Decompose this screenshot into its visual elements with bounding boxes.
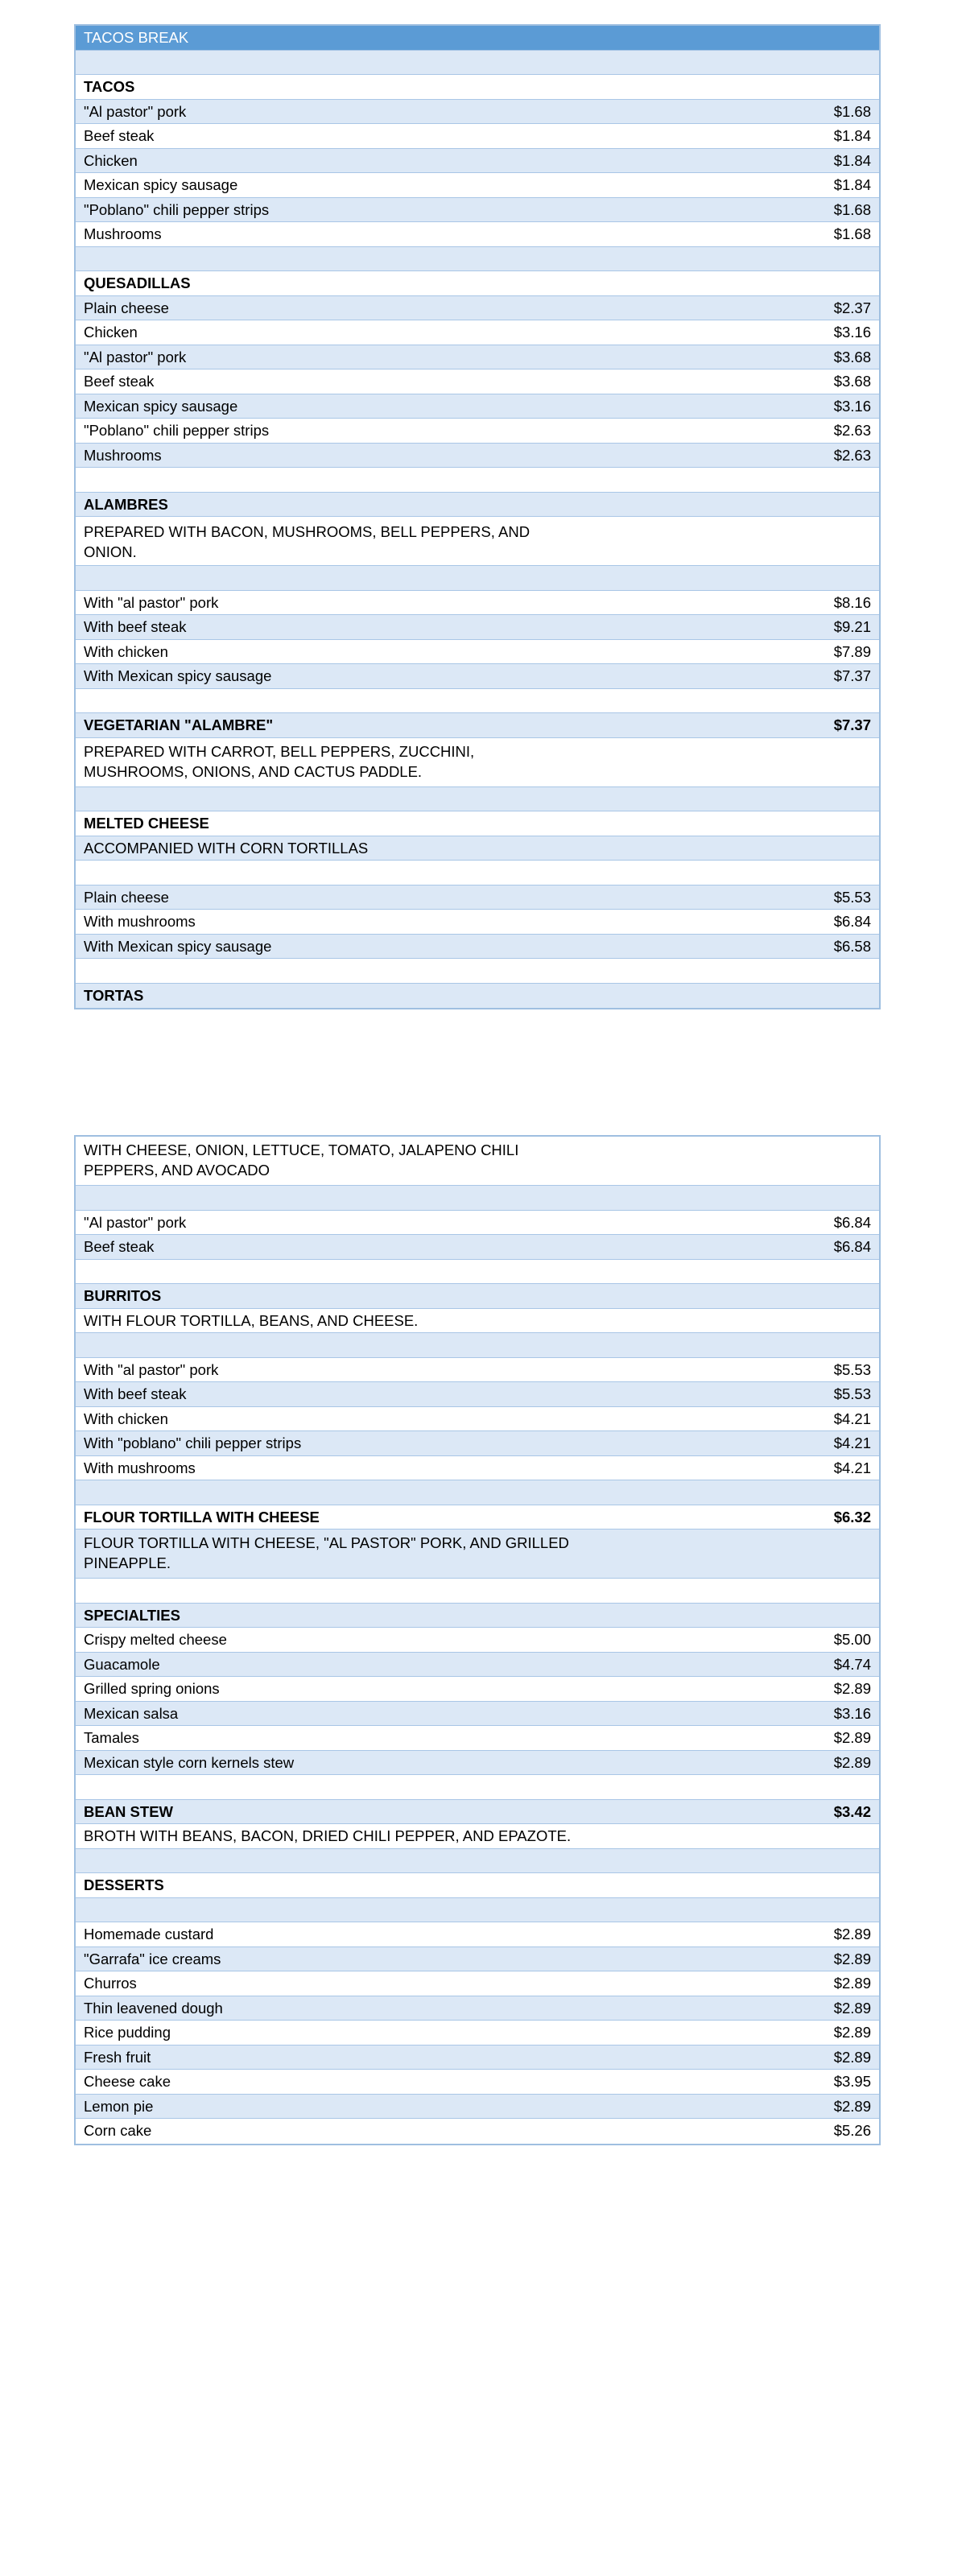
item-name: "Garrafa" ice creams — [84, 1950, 221, 1967]
item-price: $2.89 — [833, 2097, 871, 2115]
section-heading-desserts — [76, 1873, 879, 1898]
blank-row — [76, 1775, 879, 1800]
item-price: $4.74 — [833, 1655, 871, 1673]
section-title: QUESADILLAS — [84, 275, 191, 291]
item-price: $2.89 — [833, 1729, 871, 1746]
item-price: $2.89 — [833, 1950, 871, 1967]
item-price: $2.89 — [833, 1753, 871, 1771]
item-price: $2.89 — [833, 1975, 871, 1992]
section-heading-vegetarian-alambre — [76, 713, 879, 738]
section-description: FLOUR TORTILLA WITH CHEESE, "AL PASTOR" PORK, AND GRILLED PINEAPPLE. — [84, 1534, 569, 1571]
section-description-row — [76, 1530, 879, 1579]
blank-row — [76, 1186, 879, 1211]
menu-item-row — [76, 444, 879, 469]
menu-item-row — [76, 1947, 879, 1972]
item-name: Mexican spicy sausage — [84, 176, 238, 193]
menu-item-row — [76, 1653, 879, 1678]
blank-row — [76, 1333, 879, 1358]
item-name: Plain cheese — [84, 299, 169, 316]
item-name: Corn cake — [84, 2122, 152, 2139]
item-name: Mexican style corn kernels stew — [84, 1753, 295, 1771]
item-name: With beef steak — [84, 1385, 187, 1402]
section-title: FLOUR TORTILLA WITH CHEESE — [84, 1508, 320, 1525]
item-price: $1.68 — [833, 225, 871, 242]
item-name: With chicken — [84, 642, 168, 660]
menu-item-row — [76, 124, 879, 149]
item-name: Grilled spring onions — [84, 1680, 220, 1697]
item-price: $3.16 — [833, 397, 871, 415]
item-name: Rice pudding — [84, 2024, 171, 2041]
menu-item-row — [76, 640, 879, 665]
blank-row — [76, 566, 879, 591]
item-name: Mushrooms — [84, 446, 162, 464]
blank-row — [76, 1480, 879, 1505]
menu-item-row — [76, 1726, 879, 1751]
menu-item-row — [76, 222, 879, 247]
section-description: WITH CHEESE, ONION, LETTUCE, TOMATO, JALAPENO CHILI PEPPERS, AND AVOCADO — [84, 1141, 519, 1179]
item-name: Fresh fruit — [84, 2048, 151, 2066]
menu-item-row — [76, 1431, 879, 1456]
section-description: PREPARED WITH BACON, MUSHROOMS, BELL PEPPERS, AND ONION. — [84, 523, 530, 560]
item-price: $1.84 — [833, 151, 871, 169]
item-name: Cheese cake — [84, 2073, 171, 2090]
item-name: With Mexican spicy sausage — [84, 937, 272, 955]
menu-title-row — [76, 26, 879, 51]
item-name: Beef steak — [84, 1238, 155, 1255]
menu-item-row — [76, 149, 879, 174]
item-name: With mushrooms — [84, 1459, 196, 1476]
section-heading-bean-stew — [76, 1800, 879, 1825]
section-heading-specialties — [76, 1604, 879, 1629]
item-name: Beef steak — [84, 373, 155, 390]
menu-item-row — [76, 296, 879, 321]
item-price: $6.58 — [833, 937, 871, 955]
section-heading-melted-cheese — [76, 811, 879, 836]
item-name: "Poblano" chili pepper strips — [84, 200, 270, 218]
section-description: BROTH WITH BEANS, BACON, DRIED CHILI PEPPER, AND EPAZOTE. — [84, 1827, 572, 1844]
menu-item-row — [76, 1358, 879, 1383]
item-price: $2.89 — [833, 2024, 871, 2041]
section-price: $3.42 — [833, 1802, 871, 1820]
menu-item-row — [76, 935, 879, 960]
item-price: $5.26 — [833, 2122, 871, 2139]
section-title: DESSERTS — [84, 1876, 164, 1893]
menu-item-row — [76, 1235, 879, 1260]
section-description: PREPARED WITH CARROT, BELL PEPPERS, ZUCCHINI, MUSHROOMS, ONIONS, AND CACTUS PADDLE. — [84, 742, 475, 780]
item-price: $6.84 — [833, 1213, 871, 1231]
blank-row — [76, 861, 879, 886]
item-price: $9.21 — [833, 618, 871, 635]
blank-row — [76, 1849, 879, 1874]
item-price: $7.89 — [833, 642, 871, 660]
menu-item-row — [76, 1702, 879, 1727]
section-heading-tacos — [76, 75, 879, 100]
section-description: WITH FLOUR TORTILLA, BEANS, AND CHEESE. — [84, 1311, 419, 1329]
item-price: $6.84 — [833, 1238, 871, 1255]
menu-item-row — [76, 1677, 879, 1702]
item-price: $2.89 — [833, 2048, 871, 2066]
item-name: Chicken — [84, 324, 138, 341]
item-price: $1.68 — [833, 200, 871, 218]
section-description-row — [76, 836, 879, 861]
blank-row — [76, 1260, 879, 1285]
menu-item-row — [76, 2046, 879, 2070]
item-name: With mushrooms — [84, 913, 196, 930]
item-price: $7.37 — [833, 667, 871, 684]
menu-item-row — [76, 1211, 879, 1236]
item-price: $5.00 — [833, 1631, 871, 1648]
menu-item-row — [76, 2095, 879, 2120]
section-price: $6.32 — [833, 1508, 871, 1525]
section-description-row — [76, 1137, 879, 1186]
item-name: With "al pastor" pork — [84, 593, 219, 611]
section-title: TACOS — [84, 78, 135, 95]
menu-title: TACOS BREAK — [84, 29, 189, 46]
item-price: $1.84 — [833, 127, 871, 144]
section-description-row — [76, 1309, 879, 1334]
menu-item-row — [76, 910, 879, 935]
item-name: Crispy melted cheese — [84, 1631, 227, 1648]
item-name: Churros — [84, 1975, 137, 1992]
menu-item-row — [76, 369, 879, 394]
menu-item-row — [76, 100, 879, 125]
section-title: BEAN STEW — [84, 1802, 173, 1820]
item-name: Thin leavened dough — [84, 1999, 223, 2017]
item-name: With chicken — [84, 1410, 168, 1427]
item-price: $4.21 — [833, 1410, 871, 1427]
section-heading-quesadillas — [76, 271, 879, 296]
menu-item-row — [76, 198, 879, 223]
item-price: $2.89 — [833, 1680, 871, 1697]
menu-item-row — [76, 591, 879, 616]
item-price: $2.89 — [833, 1999, 871, 2017]
menu-item-row — [76, 664, 879, 689]
menu-item-row — [76, 2119, 879, 2144]
item-name: Chicken — [84, 151, 138, 169]
item-price: $3.95 — [833, 2073, 871, 2090]
menu-item-row — [76, 394, 879, 419]
menu-table-page-2 — [74, 1135, 881, 2145]
item-name: Lemon pie — [84, 2097, 154, 2115]
menu-item-row — [76, 1407, 879, 1432]
item-price: $2.63 — [833, 422, 871, 439]
item-price: $5.53 — [833, 1360, 871, 1378]
section-title: TORTAS — [84, 986, 144, 1004]
item-name: Plain cheese — [84, 888, 169, 906]
item-price: $3.16 — [833, 1704, 871, 1722]
menu-item-row — [76, 345, 879, 370]
section-title: SPECIALTIES — [84, 1606, 180, 1624]
item-name: Beef steak — [84, 127, 155, 144]
item-price: $5.53 — [833, 888, 871, 906]
section-description-row — [76, 1824, 879, 1849]
menu-item-row — [76, 1456, 879, 1481]
menu-table-page-1 — [74, 24, 881, 1009]
item-name: Homemade custard — [84, 1926, 214, 1942]
item-price: $2.63 — [833, 446, 871, 464]
blank-row — [76, 468, 879, 493]
menu-item-row — [76, 419, 879, 444]
item-name: With Mexican spicy sausage — [84, 667, 272, 684]
item-name: With "poblano" chili pepper strips — [84, 1435, 302, 1451]
section-title: BURRITOS — [84, 1287, 162, 1304]
item-price: $1.68 — [833, 102, 871, 120]
item-name: "Poblano" chili pepper strips — [84, 422, 270, 439]
section-description: ACCOMPANIED WITH CORN TORTILLAS — [84, 839, 369, 857]
item-name: "Al pastor" pork — [84, 102, 187, 120]
item-price: $2.89 — [833, 1926, 871, 1942]
menu-item-row — [76, 615, 879, 640]
section-title: MELTED CHEESE — [84, 815, 209, 832]
blank-row — [76, 51, 879, 76]
menu-item-row — [76, 886, 879, 910]
item-price: $8.16 — [833, 593, 871, 611]
section-title: VEGETARIAN "ALAMBRE" — [84, 716, 274, 733]
blank-row — [76, 1579, 879, 1604]
section-price: $7.37 — [833, 716, 871, 733]
blank-row — [76, 1898, 879, 1923]
item-name: Guacamole — [84, 1655, 160, 1673]
section-title: ALAMBRES — [84, 495, 168, 513]
menu-item-row — [76, 1751, 879, 1776]
item-price: $3.68 — [833, 348, 871, 365]
item-name: With "al pastor" pork — [84, 1360, 219, 1378]
menu-item-row — [76, 2070, 879, 2095]
blank-row — [76, 787, 879, 812]
item-price: $4.21 — [833, 1459, 871, 1476]
menu-item-row — [76, 320, 879, 345]
section-description-row — [76, 738, 879, 787]
item-name: Mushrooms — [84, 225, 162, 242]
item-name: "Al pastor" pork — [84, 1213, 187, 1231]
item-name: Mexican salsa — [84, 1704, 179, 1722]
menu-item-row — [76, 2021, 879, 2046]
blank-row — [76, 959, 879, 984]
menu-item-row — [76, 1971, 879, 1996]
item-price: $1.84 — [833, 176, 871, 193]
item-name: Tamales — [84, 1729, 139, 1746]
section-heading-burritos — [76, 1284, 879, 1309]
blank-row — [76, 247, 879, 272]
item-price: $4.21 — [833, 1435, 871, 1451]
menu-item-row — [76, 173, 879, 198]
item-price: $5.53 — [833, 1385, 871, 1402]
section-heading-tortas — [76, 984, 879, 1009]
section-heading-alambres — [76, 493, 879, 518]
item-price: $3.68 — [833, 373, 871, 390]
section-description-row — [76, 517, 879, 566]
section-heading-flour-tortilla-with-cheese — [76, 1505, 879, 1530]
item-name: "Al pastor" pork — [84, 348, 187, 365]
menu-item-row — [76, 1922, 879, 1947]
blank-row — [76, 689, 879, 714]
item-price: $3.16 — [833, 324, 871, 341]
item-price: $2.37 — [833, 299, 871, 316]
item-name: With beef steak — [84, 618, 187, 635]
menu-item-row — [76, 1996, 879, 2021]
menu-item-row — [76, 1628, 879, 1653]
menu-item-row — [76, 1382, 879, 1407]
item-price: $6.84 — [833, 913, 871, 930]
item-name: Mexican spicy sausage — [84, 397, 238, 415]
